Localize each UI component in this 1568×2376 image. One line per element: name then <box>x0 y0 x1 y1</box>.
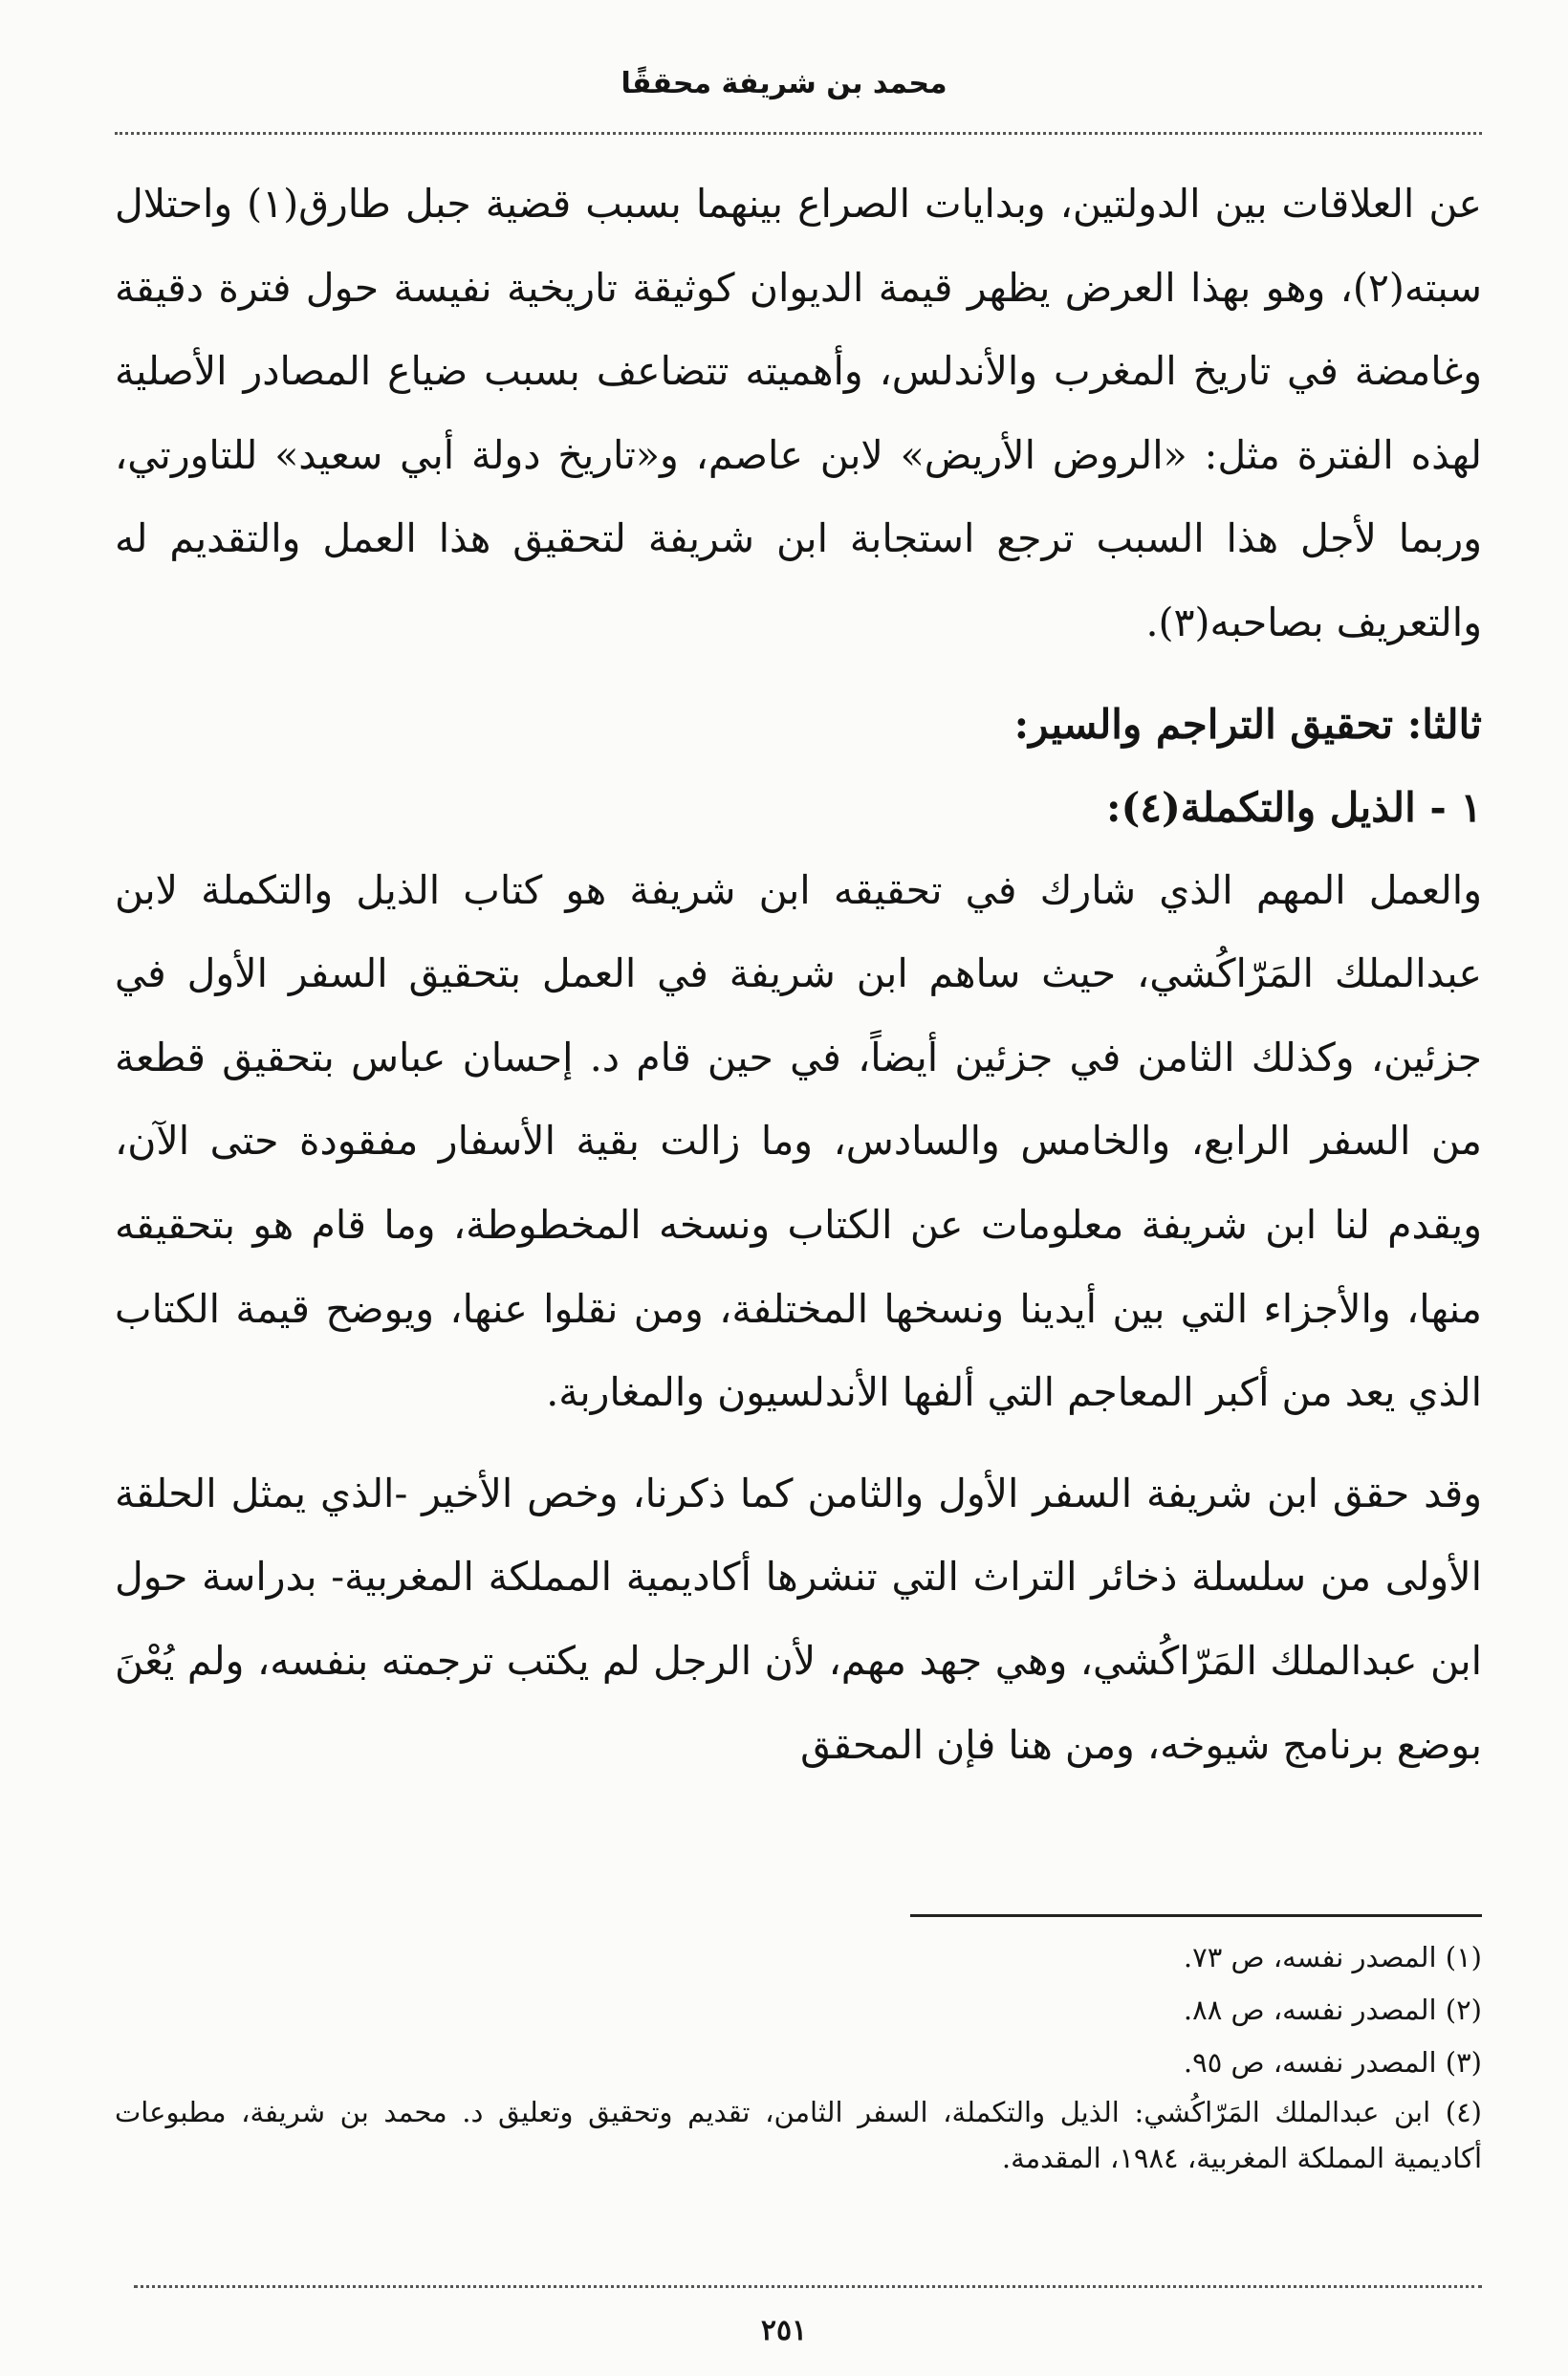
footnote-2: (٢) المصدر نفسه، ص ٨٨. <box>1183 1994 1482 2026</box>
footer-divider <box>134 2285 1482 2288</box>
paragraph-2: والعمل المهم الذي شارك في تحقيقه ابن شريفة هو كتاب الذيل والتكملة لابن عبدالملك المَرّاكُشي، حيث ساهم ابن شريفة في العمل بتحقيق السفر الأول في جزئين، وكذلك الثامن في جزئين أيضاً، في حين قام د. إحسان عباس بتحقيق قطعة من السفر الرابع، والخامس والسادس، وما زالت بقية الأسفار مفقودة حتى الآن، ويقدم لنا ابن شريفة معلومات عن الكتاب ونسخه المخطوطة، وما قام هو بتحقيقه منها، والأجزاء التي بين أيدينا ونسخها المختلفة، ومن نقلوا عنها، ويوضح قيمة الكتاب الذي يعد من أكبر المعاجم التي ألفها الأندلسيون والمغاربة. <box>115 866 1482 1416</box>
spacer <box>115 665 1482 683</box>
spacer <box>115 1435 1482 1452</box>
paragraph-3: وقد حقق ابن شريفة السفر الأول والثامن كما ذكرنا، وخص الأخير -الذي يمثل الحلقة الأولى من سلسلة ذخائر التراث التي تنشرها أكاديمية المملكة المغربية- بدراسة حول ابن عبدالملك المَرّاكُشي، وهي جهد مهم، لأن الرجل لم يكتب ترجمته بنفسه، ولم يُعْنَ بوضع برنامج شيوخه، ومن هنا فإن المحقق <box>115 1470 1482 1768</box>
footnotes <box>115 1931 1482 2181</box>
header-divider <box>115 132 1482 135</box>
main-text <box>115 163 1482 1787</box>
subsection-heading: ١ - الذيل والتكملة(٤): <box>1105 783 1482 831</box>
footnote-divider <box>910 1914 1482 1917</box>
page-number: ٢٥١ <box>760 2314 808 2347</box>
footnote-3: (٣) المصدر نفسه، ص ٩٥. <box>1183 2046 1482 2079</box>
footnote-4: (٤) ابن عبدالملك المَرّاكُشي: الذيل والتكملة، السفر الثامن، تقديم وتحقيق وتعليق د. محمد بن شريفة، مطبوعات أكاديمية المملكة المغربية، ١٩٨٤، المقدمة. <box>115 2096 1482 2174</box>
footnote-1: (١) المصدر نفسه، ص ٧٣. <box>1183 1941 1482 1973</box>
section-heading: ثالثا: تحقيق التراجم والسير: <box>1013 700 1482 748</box>
running-title: محمد بن شريفة محققًا <box>621 67 947 100</box>
paragraph-1: عن العلاقات بين الدولتين، وبدايات الصراع بينهما بسبب قضية جبل طارق(١) واحتلال سبته(٢)، وهو بهذا العرض يظهر قيمة الديوان كوثيقة تاريخية نفيسة حول فترة دقيقة وغامضة في تاريخ المغرب والأندلس، وأهميته تتضاعف بسبب ضياع المصادر الأصلية لهذه الفترة مثل: «الروض الأريض» لابن عاصم، و«تاريخ دولة أبي سعيد» للتاورتي، وربما لأجل هذا السبب ترجع استجابة ابن شريفة لتحقيق هذا العمل والتقديم له والتعريف بصاحبه(٣). <box>115 181 1482 645</box>
